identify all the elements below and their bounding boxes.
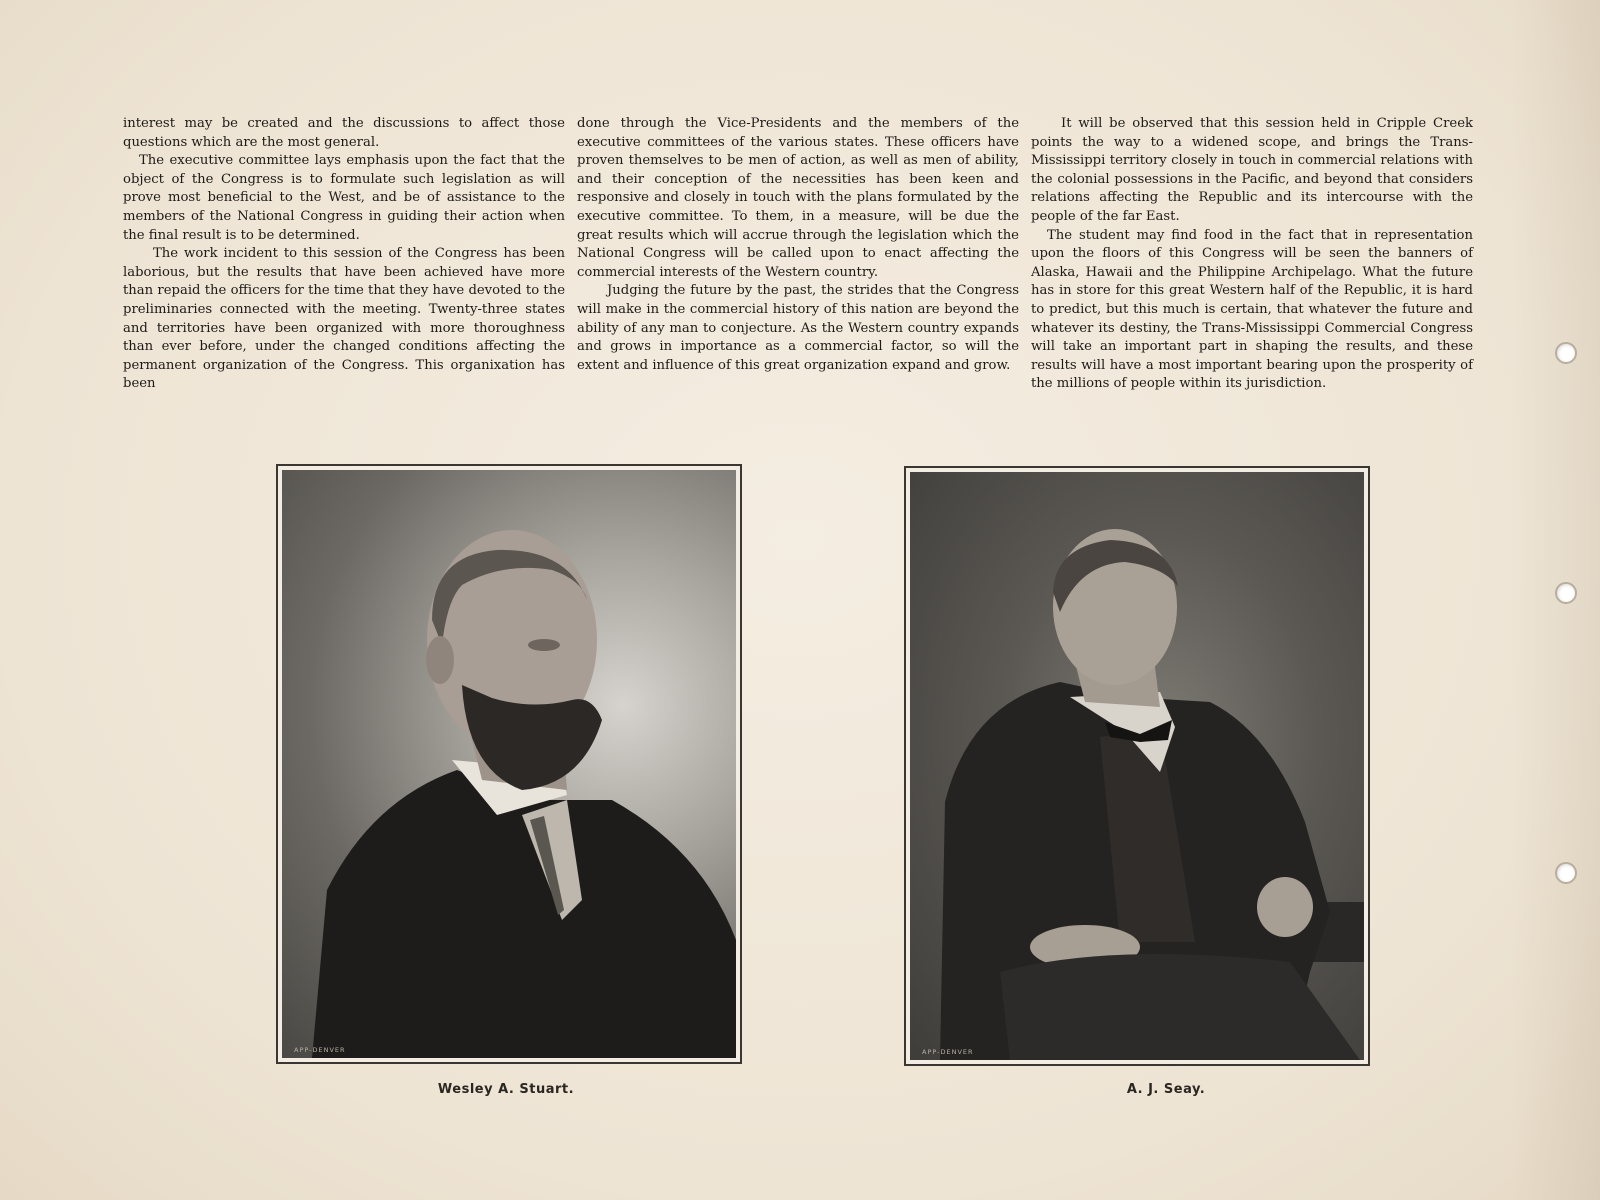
text-columns	[123, 115, 1473, 415]
text-column-3	[1031, 115, 1473, 415]
punch-hole	[1555, 582, 1577, 604]
punch-hole	[1555, 862, 1577, 884]
paragraph: interest may be created and the discussions to affect those questions which are the most general.	[123, 116, 565, 150]
punch-hole	[1555, 342, 1577, 364]
portrait-illustration	[282, 470, 736, 1058]
paragraph: Judging the future by the past, the strides that the Congress will make in the commercial history of this nation are beyond the ability of any man to conjecture. As the Western country expands and grows in importance as a commercial factor, so will the extent and influence of this great organization expand and grow.	[577, 283, 1019, 373]
page-edge-shadow	[1510, 0, 1600, 1200]
portrait-illustration	[910, 472, 1364, 1060]
paragraph: The student may find food in the fact that in representation upon the floors of this Congress will be seen the banners of Alaska, Hawaii and the Philippine Archipelago. What the future has in store for this great Western half of the Republic, it is hard to predict, but this much is certain, that whatever the future and whatever its destiny, the Trans-Mississippi Commercial Congress will take an important part in shaping the results, and these results will have a most important bearing upon the prosperity of the millions of people within its jurisdiction.	[1031, 227, 1473, 392]
paragraph: It will be observed that this session held in Cripple Creek points the way to a widened scope, and brings the Trans-Mississippi territory closely in touch in commercial relations with the colonial possessions in the Pacific, and beyond that considers relations affecting the Republic and its intercourse with the people of the far East.	[1031, 116, 1473, 224]
text-column-2	[577, 115, 1019, 415]
portrait-frame-right	[904, 466, 1370, 1066]
photo-credit: APP-DENVER	[294, 1046, 346, 1054]
paragraph: The work incident to this session of the Congress has been laborious, but the results that have been achieved have more than repaid the officers for the time that they have devoted to the preliminaries connected with the meeting. Twenty-three states and territories have been organized with more thoroughness than ever before, under the changed conditions affecting the permanent organization of the Congress. This organixation has been	[123, 246, 565, 392]
paragraph: done through the Vice-Presidents and the members of the executive committees of the various states. These officers have proven themselves to be men of action, as well as men of ability, and their conception of the necessities has been keen and responsive and closely in touch with the plans formulated by the executive committee. To them, in a measure, will be due the great results which will accrue through the legislation which the National Congress will be called upon to enact affecting the commercial interests of the Western country.	[577, 116, 1019, 280]
portrait-frame-left	[276, 464, 742, 1064]
caption-aj-seay: A. J. Seay.	[1126, 1082, 1206, 1097]
portrait-photo-wesley-stuart	[282, 470, 736, 1058]
portrait-photo-aj-seay	[910, 472, 1364, 1060]
photo-credit: APP-DENVER	[922, 1048, 974, 1056]
text-column-1	[123, 115, 565, 415]
caption-wesley-stuart: Wesley A. Stuart.	[437, 1082, 575, 1097]
paragraph: The executive committee lays emphasis upon the fact that the object of the Congress is to formulate such legislation as will prove most beneficial to the West, and be of assistance to the members of the National Congress in guiding their action when the final result is to be determined.	[123, 153, 565, 243]
